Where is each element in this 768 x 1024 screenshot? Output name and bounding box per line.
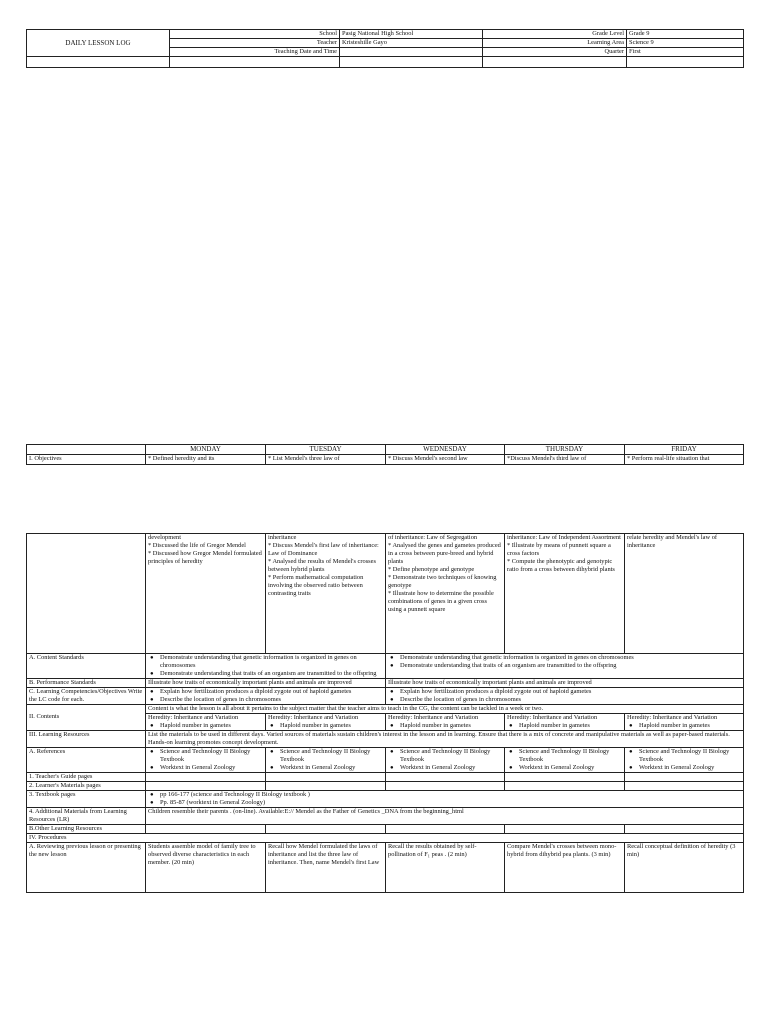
contents-note: Content is what the lesson is all about it pertains to the subject matter that the teacher aims to teach in the CG, the content can be tackled in a week or two. <box>146 705 744 714</box>
competencies-label: C. Learning Competencies/Objectives Write the LC code for each. <box>27 688 146 705</box>
other-resources-label: B.Other Learning Resources <box>27 825 146 834</box>
references-wednesday: ● Science and Technology II Biology Textbook ● Worktext in General Zoology <box>386 748 505 773</box>
objective-tuesday: * List Mendel's three law of <box>266 455 386 465</box>
grade-label: Grade Level <box>483 30 627 39</box>
performance-standards-right: Illustrate how traits of economically important plants and animals are improved <box>386 679 744 688</box>
quarter-label: Quarter <box>483 48 627 57</box>
quarter-value: First <box>627 48 744 57</box>
textbook-label: 3. Textbook pages <box>27 791 146 808</box>
objectives-label: I. Objectives <box>27 455 146 465</box>
day-thursday: THURSDAY <box>505 445 625 455</box>
performance-standards-left: Illustrate how traits of economically important plants and animals are improved <box>146 679 386 688</box>
contents-wednesday: Heredity: Inheritance and Variation ● Haploid number in gametes <box>386 714 505 731</box>
area-label: Learning Area <box>483 39 627 48</box>
resources-note: List the materials to be used in different days. Varied sources of materials sustain children's interest in the lesson and in learning. Ensure that there is a mix of concrete and manipulative materials as well as paper-based materials. Hands-on learning promotes concept development. <box>146 731 744 748</box>
area-value: Science 9 <box>627 39 744 48</box>
doc-title: DAILY LESSON LOG <box>27 30 170 57</box>
objective-friday: * Perform real-life situation that <box>625 455 744 465</box>
additional-value: Children resemble their parents . (on-line). Available:E:// Mendel as the Father of Genetics _DNA from the beginning_html <box>146 808 744 825</box>
reviewing-wednesday: Recall the results obtained by self-pollination of F₁ peas . (2 min) <box>386 843 505 893</box>
objectives-cont-friday: relate heredity and Mendel's law of inheritance <box>625 534 744 654</box>
objectives-cont-tuesday: inheritance * Discuss Mendel's first law of inheritance: Law of Dominance * Analysed the results of Mendel's crosses between hybrid plants * Perform mathematical computation involving the observed ratio between contrasting traits <box>266 534 386 654</box>
objectives-cont-wednesday: of inheritance: Law of Segregation * Analysed the genes and gametes produced in a cross between pure-breed and hybrid plants * Define phenotype and genotype * Demonstrate two techniques of knowing genotype * Illustrate how to determine the possible combinations of genes in a given cross using a punnett square <box>386 534 505 654</box>
contents-label: II. Contents <box>27 705 146 731</box>
objective-wednesday: * Discuss Mendel's second law <box>386 455 505 465</box>
day-monday: MONDAY <box>146 445 266 455</box>
objectives-cont-thursday: inheritance: Law of Independent Assortment * Illustrate by means of punnett square a cross factors * Compute the phenotypic and genotypic ratio from a cross between dihybrid plants <box>505 534 625 654</box>
contents-tuesday: Heredity: Inheritance and Variation ● Haploid number in gametes <box>266 714 386 731</box>
reviewing-tuesday: Recall how Mendel formulated the laws of inheritance and list the three law of inheritance. Then, name Mendel's first Law <box>266 843 386 893</box>
date-label: Teaching Date and Time <box>170 48 340 57</box>
school-value: Pasig National High School <box>340 30 483 39</box>
references-friday: ● Science and Technology II Biology Textbook ● Worktext in General Zoology <box>625 748 744 773</box>
reviewing-monday: Students assemble model of family tree to observed diverse characteristics in each member. (20 min) <box>146 843 266 893</box>
objectives-cont-monday: development * Discussed the life of Gregor Mendel * Discussed how Gregor Mendel formulated principles of heredity <box>146 534 266 654</box>
days-table <box>26 444 744 465</box>
day-friday: FRIDAY <box>625 445 744 455</box>
references-thursday: ● Science and Technology II Biology Textbook ● Worktext in General Zoology <box>505 748 625 773</box>
content-standards-right: ● Demonstrate understanding that genetic information is organized in genes on chromosomes ● Demonstrate understanding that traits of an organism are transmitted to the offspring <box>386 654 744 679</box>
resources-label: III. Learning Resources <box>27 731 146 748</box>
school-label: School <box>170 30 340 39</box>
objective-monday: * Defined heredity and its <box>146 455 266 465</box>
competencies-right: ● Explain how fertilization produces a diploid zygote out of haploid gametes ● Describe the location of genes in chromosomes <box>386 688 744 705</box>
competencies-left: ● Explain how fertilization produces a diploid zygote out of haploid gametes ● Describe the location of genes in chromosomes <box>146 688 386 705</box>
reviewing-friday: Recall conceptual definition of heredity (3 min) <box>625 843 744 893</box>
teacher-label: Teacher <box>170 39 340 48</box>
references-label: A. References <box>27 748 146 773</box>
additional-label: 4. Additional Materials from Learning Resources (LR) <box>27 808 146 825</box>
performance-standards-label: B. Performance Standards <box>27 679 146 688</box>
objective-thursday: *Discuss Mendel's third law of <box>505 455 625 465</box>
textbook-items: ● pp 166-177 (science and Technology II Biology textbook ) ● Pp. 85-87 (worktext in General Zoology) <box>146 791 744 808</box>
day-wednesday: WEDNESDAY <box>386 445 505 455</box>
contents-monday: Heredity: Inheritance and Variation ● Haploid number in gametes <box>146 714 266 731</box>
reviewing-label: A. Reviewing previous lesson or presenting the new lesson <box>27 843 146 893</box>
header-table <box>26 29 744 68</box>
teachers-guide-label: 1. Teacher's Guide pages <box>27 773 146 782</box>
grade-value: Grade 9 <box>627 30 744 39</box>
references-tuesday: ● Science and Technology II Biology Textbook ● Worktext in General Zoology <box>266 748 386 773</box>
reviewing-thursday: Compare Mendel's crosses between mono-hybrid from dihybrid pea plants. (3 min) <box>505 843 625 893</box>
date-value <box>340 48 483 57</box>
contents-friday: Heredity: Inheritance and Variation ● Haploid number in gametes <box>625 714 744 731</box>
procedures-label: IV. Procedures <box>27 834 744 843</box>
content-standards-left: ● Demonstrate understanding that genetic information is organized in genes on chromosomes ● Demonstrate understanding that traits of an organism are transmitted to the offspring <box>146 654 386 679</box>
learners-materials-label: 2. Learner's Materials pages <box>27 782 146 791</box>
day-tuesday: TUESDAY <box>266 445 386 455</box>
references-monday: ● Science and Technology II Biology Textbook ● Worktext in General Zoology <box>146 748 266 773</box>
content-standards-label: A. Content Standards <box>27 654 146 679</box>
contents-thursday: Heredity: Inheritance and Variation ● Haploid number in gametes <box>505 714 625 731</box>
main-table <box>26 533 744 893</box>
teacher-value: Kristeshille Gayo <box>340 39 483 48</box>
